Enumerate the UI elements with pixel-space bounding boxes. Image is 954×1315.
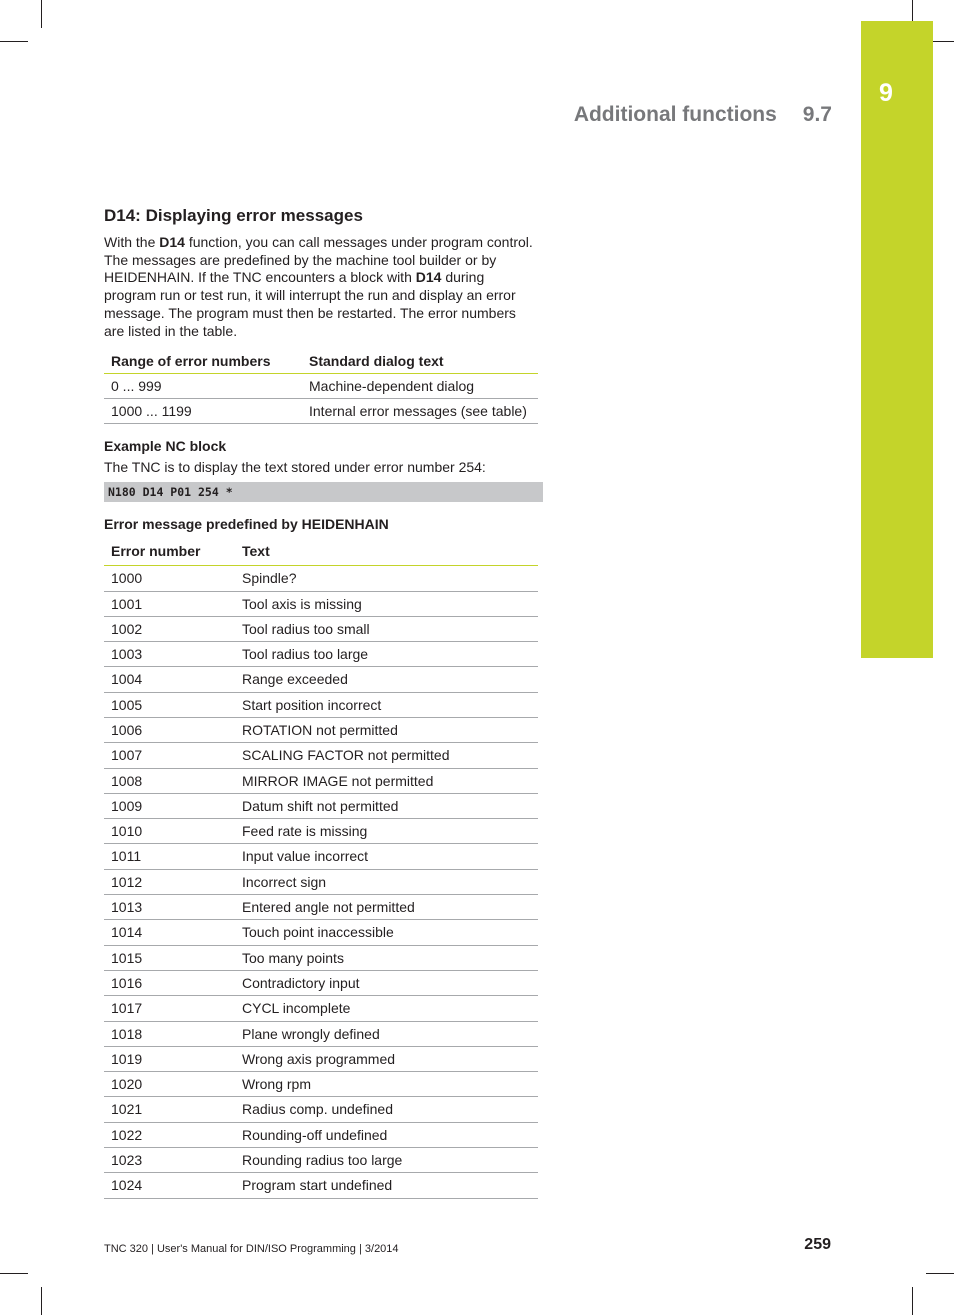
crop-mark	[912, 1287, 913, 1315]
crop-mark	[41, 0, 42, 28]
cell-number: 0 ... 999	[111, 378, 162, 395]
cell-text: Start position incorrect	[242, 696, 382, 713]
intro-paragraph	[104, 234, 538, 340]
cell-number: 1004	[111, 671, 143, 688]
cell-number: 1017	[111, 1000, 143, 1017]
cell-text: MIRROR IMAGE not permitted	[242, 772, 434, 789]
cell-text: Incorrect sign	[242, 873, 327, 890]
cell-number: 1013	[111, 899, 143, 916]
cell-number: 1005	[111, 696, 143, 713]
cell-number: 1000 ... 1199	[111, 403, 192, 420]
table-row	[104, 768, 538, 793]
cell-text: Wrong axis programmed	[242, 1050, 396, 1067]
table-row	[104, 895, 538, 920]
predefined-title: Error message predefined by HEIDENHAIN	[104, 516, 389, 533]
table-row	[104, 1148, 538, 1173]
cell-number: 1022	[111, 1126, 143, 1143]
table-row	[104, 819, 538, 844]
header-title: Additional functions	[573, 103, 777, 126]
table-row	[104, 743, 538, 768]
cell-number: 1016	[111, 974, 143, 991]
cell-number: 1007	[111, 747, 143, 764]
cell-number: 1001	[111, 595, 143, 612]
cell-text: ROTATION not permitted	[242, 722, 398, 738]
intro-text: function, you can call messages under program control. The messages are predefined by the machine tool builder or by HEIDENHAIN. If the TNC encounters a block with	[104, 234, 533, 286]
intro-keyword: D14	[159, 234, 185, 250]
cell-text: Feed rate is missing	[242, 823, 368, 840]
section-title: D14: Displaying error messages	[104, 206, 363, 225]
table-row	[104, 1021, 538, 1046]
table-row	[104, 1072, 538, 1097]
cell-text: CYCL incomplete	[242, 1000, 351, 1017]
column-header: Range of error numbers	[111, 352, 271, 369]
table-row	[104, 869, 538, 894]
table-row	[104, 945, 538, 970]
cell-number: 1008	[111, 772, 143, 789]
table-row	[104, 1097, 538, 1122]
table-row	[104, 566, 538, 591]
cell-text: Tool axis is missing	[242, 595, 362, 612]
cell-text: Rounding-off undefined	[242, 1126, 388, 1143]
cell-number: 1006	[111, 722, 143, 738]
cell-number: 1000	[111, 570, 143, 587]
table-row	[104, 1173, 538, 1198]
crop-mark	[926, 1273, 954, 1274]
cell-text: Touch point inaccessible	[242, 924, 394, 941]
main-content	[104, 205, 543, 1199]
cell-text: Too many points	[242, 949, 344, 966]
table-row	[104, 920, 538, 945]
chapter-tab	[861, 21, 933, 658]
cell-number: 1002	[111, 620, 143, 637]
cell-text: Input value incorrect	[242, 848, 369, 865]
cell-text: Radius comp. undefined	[242, 1101, 393, 1118]
example-title: Example NC block	[104, 438, 227, 455]
table-row	[104, 692, 538, 717]
table-header-row	[104, 537, 538, 566]
cell-number: 1018	[111, 1025, 143, 1042]
crop-mark	[0, 41, 28, 42]
cell-text: Contradictory input	[242, 974, 360, 991]
cell-text: Internal error messages (see table)	[309, 403, 527, 420]
table-row	[104, 591, 538, 616]
cell-number: 1014	[111, 924, 143, 941]
table-row	[104, 996, 538, 1021]
cell-text: Rounding radius too large	[242, 1152, 403, 1169]
page-header	[574, 103, 832, 127]
cell-number: 1021	[111, 1101, 143, 1118]
page-number: 259	[804, 1236, 831, 1253]
cell-number: 1009	[111, 797, 143, 814]
cell-number: 1011	[111, 848, 142, 865]
cell-text: Datum shift not permitted	[242, 797, 399, 814]
table-row	[104, 642, 538, 667]
cell-number: 1012	[111, 873, 143, 890]
column-header: Error number	[111, 543, 201, 560]
cell-text: Tool radius too small	[242, 620, 370, 637]
cell-text: Program start undefined	[242, 1177, 393, 1194]
table-row	[104, 844, 538, 869]
error-table	[104, 537, 538, 1198]
cell-text: Machine-dependent dialog	[309, 378, 475, 395]
cell-text: Tool radius too large	[242, 646, 369, 663]
column-header: Text	[242, 543, 270, 560]
cell-number: 1003	[111, 646, 143, 663]
intro-text: during program run or test run, it will interrupt the run and display an error message. The program must then be restarted. The error numbers are listed in the table.	[104, 269, 516, 339]
table-row	[104, 667, 538, 692]
table-row	[104, 970, 538, 995]
cell-text: Range exceeded	[242, 671, 348, 688]
table-row	[104, 1122, 538, 1147]
table-row	[104, 399, 538, 424]
table-row	[104, 718, 538, 743]
table-row	[104, 616, 538, 641]
example-text: The TNC is to display the text stored under error number 254:	[104, 459, 486, 476]
cell-text: Plane wrongly defined	[242, 1025, 380, 1042]
range-table	[104, 348, 538, 424]
cell-number: 1010	[111, 823, 143, 840]
footer-text: TNC 320 | User's Manual for DIN/ISO Programming | 3/2014	[104, 1243, 399, 1255]
column-header: Standard dialog text	[309, 352, 444, 369]
chapter-number: 9	[879, 79, 893, 107]
table-header-row	[104, 348, 538, 374]
cell-text: Spindle?	[242, 570, 297, 587]
cell-text: SCALING FACTOR not permitted	[242, 747, 450, 764]
cell-text: Wrong rpm	[242, 1076, 311, 1093]
cell-number: 1020	[111, 1076, 143, 1093]
cell-text: Entered angle not permitted	[242, 899, 415, 916]
table-row	[104, 793, 538, 818]
table-row	[104, 374, 538, 399]
table-row	[104, 1046, 538, 1071]
intro-keyword: D14	[415, 269, 442, 286]
crop-mark	[41, 1287, 42, 1315]
cell-number: 1015	[111, 949, 143, 966]
intro-text: With the	[104, 234, 160, 250]
crop-mark	[0, 1273, 28, 1274]
code-block: N180 D14 P01 254 *	[104, 482, 543, 502]
header-section: 9.7	[802, 103, 832, 126]
cell-number: 1019	[111, 1050, 143, 1067]
cell-number: 1023	[111, 1152, 143, 1169]
cell-number: 1024	[111, 1177, 143, 1194]
